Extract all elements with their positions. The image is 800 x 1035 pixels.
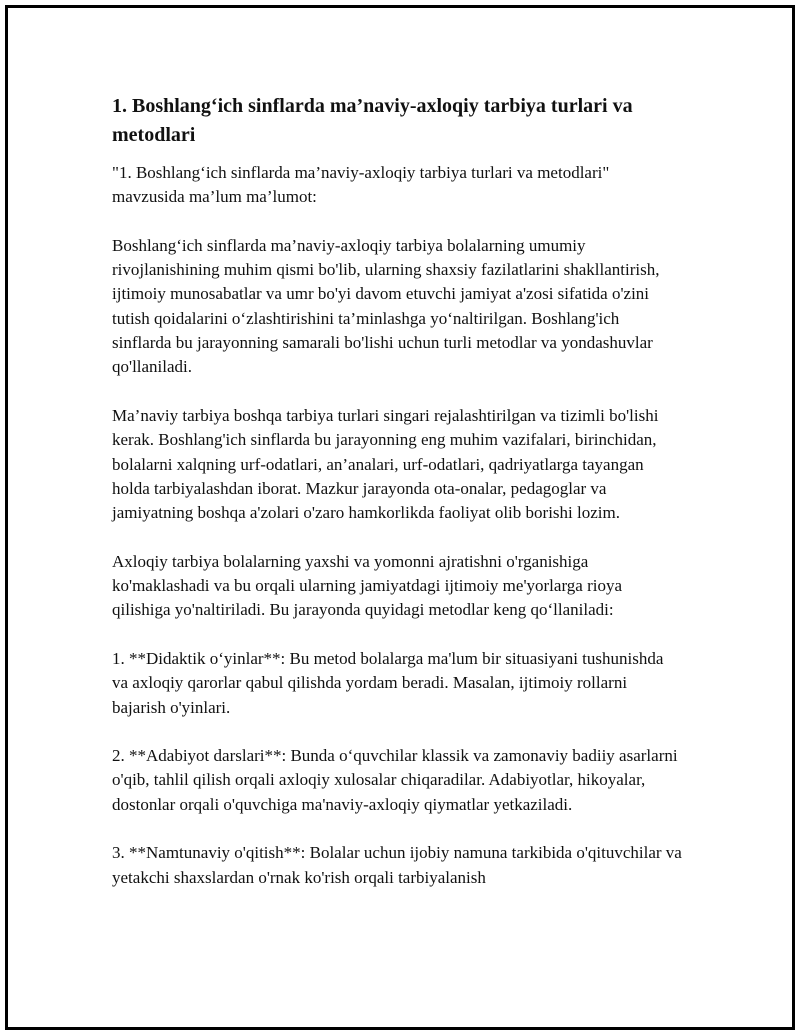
document-title: 1. Boshlang‘ich sinflarda ma’naviy-axloqiy tarbiya turlari va metodlari: [112, 95, 633, 146]
list-item-literature-lessons: 2. **Adabiyot darslari**: Bunda o‘quvchilar klassik va zamonaviy badiiy asarlarni o'qib, tahlil qilish orqali axloqiy xulosalar chiqaradilar. Adabiyotlar, hikoyalar, dostonlar orqali o'quvchiga ma'naviy-axloqiy qiymatlar yetkaziladi.: [112, 746, 678, 814]
list-item-exemplary-teaching: 3. **Namtunaviy o'qitish**: Bolalar uchun ijobiy namuna tarkibida o'qituvchilar va yetakchi shaxslardan o'rnak ko'rish orqali tarbiyalanish: [112, 843, 682, 887]
paragraph-overview: Boshlang‘ich sinflarda ma’naviy-axloqiy tarbiya bolalarning umumiy rivojlanishining muhim qismi bo'lib, ularning shaxsiy fazilatlarini shakllantirish, ijtimoiy munosabatlar va umr bo'yi davom etuvchi jamiyat a'zosi sifatida o'zini tutish qoidalarini o‘zlashtirishini ta’minlashga yo‘naltirilgan. Boshlang'ich sinflarda bu jarayonning samarali bo'lishi uchun turli metodlar va yondashuvlar qo'llaniladi.: [112, 235, 660, 377]
list-item-didactic-games: 1. **Didaktik o‘yinlar**: Bu metod bolalarga ma'lum bir situasiyani tushunishda va axloqiy qarorlar qabul qilishda yordam beradi. Masalan, ijtimoiy rollarni bajarish o'yinlari.: [112, 648, 664, 717]
paragraph-intro: "1. Boshlang‘ich sinflarda ma’naviy-axloqiy tarbiya turlari va metodlari" mavzusida ma’lum ma’lumot:: [112, 163, 610, 207]
paragraph-moral-education: Axloqiy tarbiya bolalarning yaxshi va yomonni ajratishni o'rganishiga ko'maklashadi va bu orqali ularning jamiyatdagi ijtimoiy me'yorlarga rioya qilishiga yo'naltiriladi. Bu jarayonda quyidagi metodlar keng qo‘llaniladi:: [112, 551, 623, 620]
paragraph-spiritual-education: Ma’naviy tarbiya boshqa tarbiya turlari singari rejalashtirilgan va tizimli bo'lishi kerak. Boshlang'ich sinflarda bu jarayonning eng muhim vazifalari, birinchidan, bolalarni xalqning urf-odatlari, an’analari, urf-odatlari, qadriyatlarga tayangan holda tarbiyalashdan iborat. Mazkur jarayonda ota-onalar, pedagoglar va jamiyatning boshqa a'zolari o'zaro hamkorlikda faoliyat olib borishi lozim.: [112, 405, 659, 523]
document-body: [112, 92, 682, 914]
